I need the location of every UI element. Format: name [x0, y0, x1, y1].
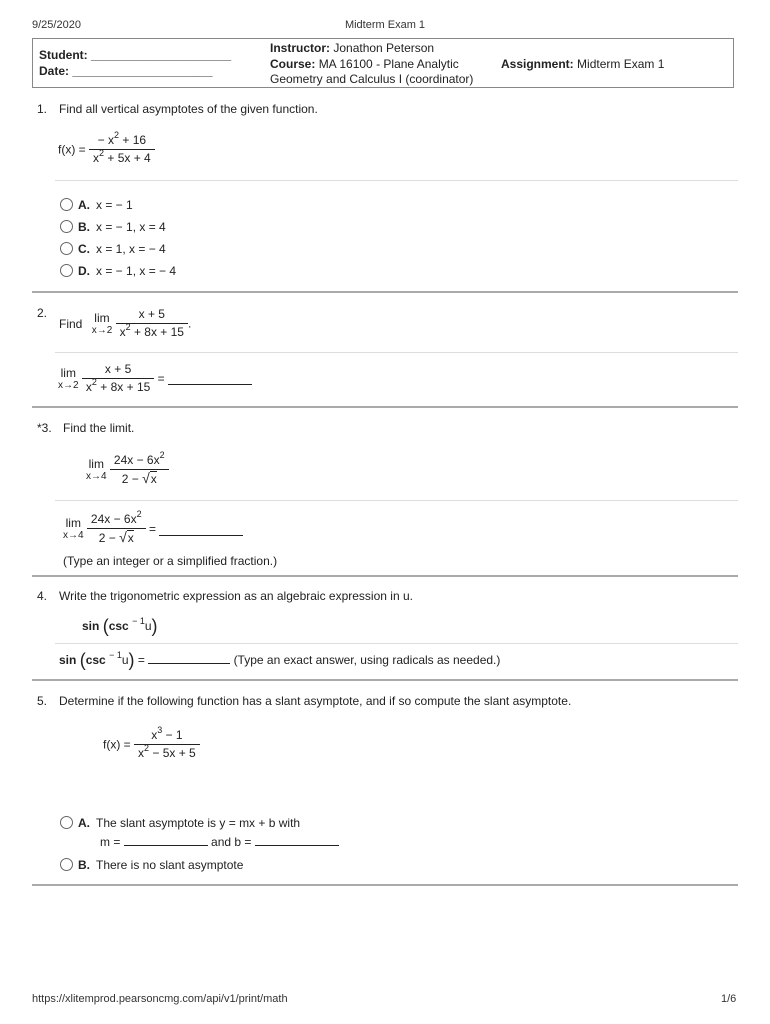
student-row	[39, 48, 231, 62]
question-separator	[32, 679, 738, 681]
q5-option-b-radio[interactable]	[60, 858, 73, 871]
q2-answer-input[interactable]	[168, 372, 252, 385]
q1-option-b-radio[interactable]	[60, 220, 73, 233]
q1-option-c-radio[interactable]	[60, 242, 73, 255]
footer-url: https://xlitemprod.pearsoncmg.com/api/v1/print/math	[32, 993, 288, 1005]
q3-answer-fraction: $\frac{24x - 6x^2}{2 - √x}$	[87, 511, 146, 547]
q4-divider	[55, 643, 738, 644]
assignment-label: Assignment:	[501, 57, 574, 71]
q5-option-b[interactable]: B. There is no slant asymptote	[78, 858, 244, 872]
q2-divider	[55, 352, 738, 353]
q1-number: 1.	[37, 102, 48, 116]
q3-problem	[86, 452, 169, 488]
q2-lim: lim x→2	[91, 310, 113, 336]
question-separator	[32, 884, 738, 886]
q4-hint: (Type an exact answer, using radicals as needed.)	[233, 653, 501, 667]
q2-fraction: $\frac{x + 5}{x^2 + 8x + 15}$	[116, 306, 188, 341]
q2-answer-lim: lim x→2	[58, 365, 79, 391]
date-row	[39, 64, 213, 78]
q3-answer-lim: lim x→4	[63, 516, 84, 541]
instructor-row	[270, 41, 434, 55]
course-value-line2: Geometry and Calculus I (coordinator)	[270, 72, 474, 86]
q2-find-label: Find	[59, 316, 83, 331]
q5-m-input[interactable]	[124, 833, 208, 846]
q1-denominator: $x^2 + 5x + 4$	[93, 148, 151, 165]
q5-prompt: Determine if the following function has a slant asymptote, and if so compute the slant asymptote.	[59, 694, 572, 708]
q2-problem: Find lim x→2 $\frac{x + 5}{x^2 + 8x + 15}$ .	[59, 307, 192, 339]
q4-answer-row: sin (csc $^{- 1}$u) = (Type an exact answer, using radicals as needed.)	[59, 650, 501, 670]
q1-prompt: Find all vertical asymptotes of the given function.	[59, 102, 318, 116]
student-label: Student:	[39, 48, 88, 62]
question-separator	[32, 291, 738, 293]
q1-option-d-radio[interactable]	[60, 264, 73, 277]
q2-answer-fraction: $\frac{x + 5}{x^2 + 8x + 15}$	[82, 361, 154, 396]
course-label: Course:	[270, 57, 316, 71]
q4-number: 4.	[37, 589, 48, 603]
q3-lim: lim x→4	[86, 457, 107, 482]
q3-answer-input[interactable]	[159, 523, 243, 536]
q1-fx-label: f(x) =	[58, 142, 86, 157]
q4-answer-input[interactable]	[148, 651, 230, 664]
q3-divider	[55, 500, 738, 501]
q1-option-a[interactable]: A. x = − 1	[78, 198, 133, 212]
q3-fraction: $\frac{24x - 6x^2}{2 - √x}$	[110, 452, 169, 488]
course-value-line1: MA 16100 - Plane Analytic	[318, 57, 459, 71]
q2-answer-row: lim x→2 $\frac{x + 5}{x^2 + 8x + 15}$ =	[58, 361, 252, 396]
q1-option-b[interactable]: B. x = − 1, x = 4	[78, 220, 166, 234]
q1-function	[58, 132, 155, 167]
date-label: Date:	[39, 64, 70, 78]
q1-divider	[55, 180, 738, 181]
instructor-value: Jonathon Peterson	[333, 41, 435, 55]
q5-option-a-radio[interactable]	[60, 816, 73, 829]
q5-option-a[interactable]: A. The slant asymptote is y = mx + b with	[78, 816, 301, 830]
page-title: Midterm Exam 1	[344, 19, 426, 31]
assignment-info-box	[32, 38, 734, 88]
q1-numerator: − $x^2 + 16$	[89, 132, 155, 150]
assignment-row	[501, 57, 664, 71]
student-blank: _____________________	[91, 48, 232, 62]
q3-prompt: Find the limit.	[63, 421, 135, 435]
q5-number: 5.	[37, 694, 48, 708]
q5-fraction: $\frac{x^3 - 1}{x^2 - 5x + 5}$	[134, 727, 200, 762]
q5-b-input[interactable]	[255, 833, 339, 846]
q1-fraction	[89, 132, 155, 167]
q2-number: 2.	[37, 306, 48, 320]
course-row	[270, 57, 459, 71]
q3-answer-row: lim x→4 $\frac{24x - 6x^2}{2 - √x}$ =	[63, 511, 243, 547]
page-number: 1/6	[721, 993, 737, 1005]
q1-option-a-radio[interactable]	[60, 198, 73, 211]
q4-expression: sin (csc $^{- 1}$u)	[82, 616, 158, 636]
q3-number: *3.	[37, 421, 52, 435]
q3-hint: (Type an integer or a simplified fraction.)	[63, 554, 278, 568]
date-blank: _____________________	[72, 64, 213, 78]
assignment-value: Midterm Exam 1	[577, 57, 665, 71]
print-date: 9/25/2020	[32, 19, 81, 31]
q4-prompt: Write the trigonometric expression as an algebraic expression in u.	[59, 589, 413, 603]
q5-function: f(x) = $\frac{x^3 - 1}{x^2 - 5x + 5}$	[103, 727, 200, 762]
instructor-label: Instructor:	[270, 41, 330, 55]
q1-option-d[interactable]: D. x = − 1, x = − 4	[78, 264, 177, 278]
q1-option-c[interactable]: C. x = 1, x = − 4	[78, 242, 166, 256]
question-separator	[32, 575, 738, 577]
q5-option-a-inputs: m = and b =	[100, 833, 339, 849]
question-separator	[32, 406, 738, 408]
